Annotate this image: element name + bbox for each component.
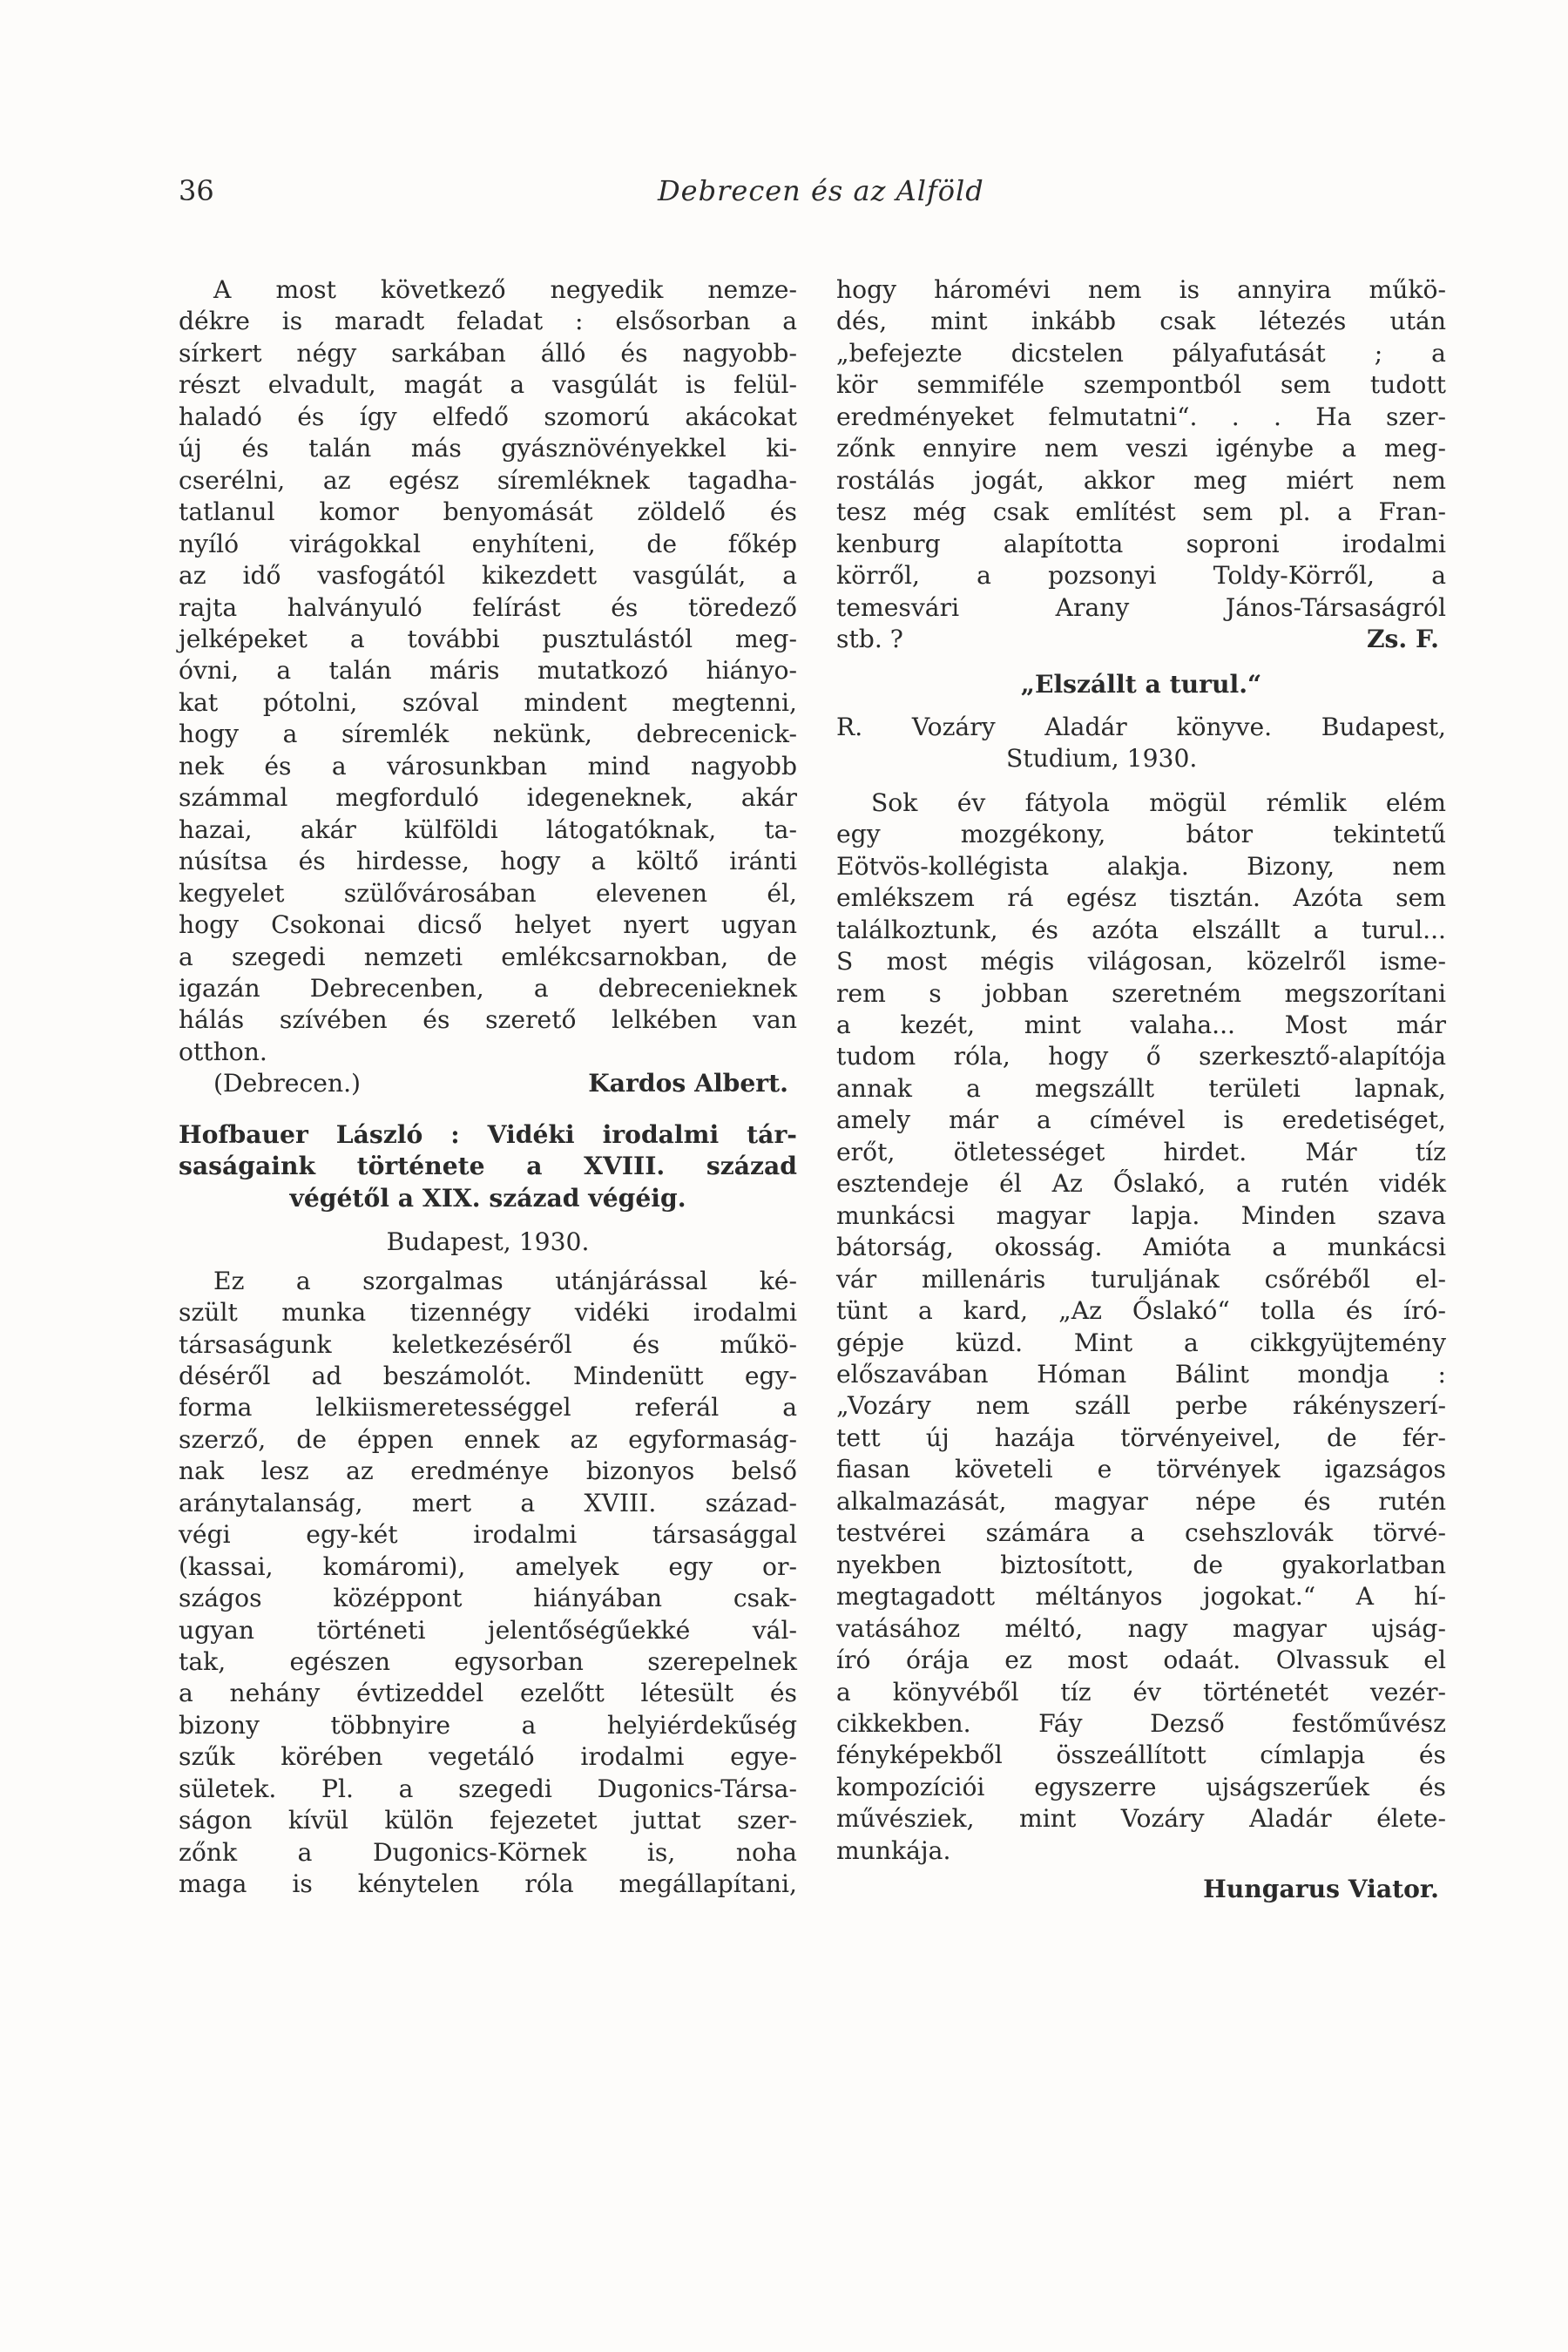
running-title: Debrecen és az Alföld (658, 174, 984, 207)
text-line: tak, egészen egysorban szerepelnek (179, 1647, 797, 1677)
text-line: tesz még csak említést sem pl. a Fran- (836, 497, 1446, 527)
text-line: fényképekből összeállított címlapja és (836, 1740, 1446, 1770)
text-line: új és talán más gyásznövényekkel ki- (179, 434, 797, 463)
left-column (179, 274, 797, 1901)
page-header (179, 174, 1394, 218)
text-line: A most következő negyedik nemze- (213, 275, 797, 304)
text-line: Ez a szorgalmas utánjárással ké- (213, 1266, 797, 1295)
review-body (179, 1266, 797, 1901)
text-line: találkoztunk, és azóta elszállt a turul... (836, 915, 1446, 944)
text-line: sületek. Pl. a szegedi Dugonics-Társa- (179, 1774, 797, 1803)
text-line: cikkekben. Fáy Dezső festőművész (836, 1708, 1446, 1738)
text-line: stb. ? (836, 624, 903, 653)
book-review-body (836, 787, 1446, 1867)
text-line: núsítsa és hirdesse, hogy a költő iránti (179, 847, 797, 876)
text-line: szűk körében vegetáló irodalmi egye- (179, 1742, 797, 1772)
text-line: tett új hazája törvényeivel, de fér- (836, 1423, 1446, 1452)
text-line: író órája ez most odaát. Olvassuk el (836, 1646, 1446, 1675)
text-line: hálás szívében és szerető lelkében van (179, 1005, 797, 1035)
text-line: rem s jobban szeretném megszorítani (836, 978, 1446, 1008)
text-line: az idő vasfogától kikezdett vasgúlát, a (179, 561, 797, 591)
text-line: hogy a síremlék nekünk, debrecenick- (179, 720, 797, 749)
text-line: ugyan történeti jelentőségűekké vál- (179, 1615, 797, 1645)
text-line: (kassai, komáromi), amelyek egy or- (179, 1551, 797, 1581)
text-line: haladó és így elfedő szomorú akácokat (179, 402, 797, 431)
review-heading (179, 1119, 797, 1214)
text-line: nek és a városunkban mind nagyobb (179, 751, 797, 781)
text-line: munkája. (836, 1835, 951, 1865)
text-line: rajta halványuló felírást és töredező (179, 592, 797, 622)
text-line: temesvári Arany János-Társaságról (836, 592, 1446, 622)
text-line: Sok év fátyola mögül rémlik elém (871, 787, 1446, 817)
text-line: óvni, a talán máris mutatkozó hiányo- (179, 656, 797, 686)
text-line: „befejezte dicstelen pályafutását ; a (836, 338, 1446, 368)
text-line: kat pótolni, szóval mindent megtenni, (179, 687, 797, 717)
text-line: vár millenáris turuljának csőréből el- (836, 1264, 1446, 1294)
text-line: társaságunk keletkezéséről és műkö- (179, 1329, 797, 1359)
text-line: ságon kívül külön fejezetet juttat szer- (179, 1806, 797, 1835)
text-line: S most mégis világosan, közelről isme- (836, 947, 1446, 977)
right-column (836, 274, 1446, 1906)
review-publication: Budapest, 1930. (386, 1227, 590, 1257)
heading-line: saságaink története a XVIII. század (179, 1152, 797, 1181)
text-line: számmal megforduló idegeneknek, akár (179, 783, 797, 813)
text-line: kompozíciói egyszerre ujságszerűek és (836, 1772, 1446, 1801)
text-line: végi egy-két irodalmi társasággal (179, 1520, 797, 1550)
text-line: gépje küzd. Mint a cikkgyüjtemény (836, 1328, 1446, 1357)
text-line: szült munka tizennégy vidéki irodalmi (179, 1298, 797, 1328)
text-line: egy mozgékony, bátor tekintetű (836, 820, 1446, 849)
text-line: forma lelkiismeretességgel referál a (179, 1393, 797, 1423)
text-line: körről, a pozsonyi Toldy-Körről, a (836, 561, 1446, 591)
text-line: annak a megszállt területi lapnak, (836, 1073, 1446, 1103)
article-author: Kardos Albert. (588, 1069, 788, 1098)
text-line: munkácsi magyar lapja. Minden szava (836, 1200, 1446, 1230)
page-number: 36 (179, 174, 214, 207)
text-line: amely már a címével is eredetiséget, (836, 1105, 1446, 1135)
text-line: otthon. (179, 1037, 267, 1066)
book-title: „Elszállt a turul.“ (1020, 670, 1262, 700)
text-line: a kezét, mint valaha... Most már (836, 1010, 1446, 1039)
text-line: maga is kénytelen róla megállapítani, (179, 1869, 797, 1899)
text-line: Eötvös-kollégista alakja. Bizony, nem (836, 851, 1446, 881)
text-line: a szegedi nemzeti emlékcsarnokban, de (179, 942, 797, 971)
text-line: eredményeket felmutatni“. . . Ha szer- (836, 402, 1446, 431)
text-line: nak lesz az eredménye bizonyos belső (179, 1456, 797, 1486)
text-line: jelképeket a további pusztulástól meg- (179, 624, 797, 653)
text-line: bizony többnyire a helyiérdekűség (179, 1710, 797, 1740)
review-continuation (836, 274, 1446, 655)
text-line: kör semmiféle szempontból sem tudott (836, 370, 1446, 400)
article-signature (179, 1068, 797, 1099)
text-line: dés, mint inkább csak létezés után (836, 307, 1446, 336)
text-line: szerző, de éppen ennek az egyformaság- (179, 1424, 797, 1454)
text-line: testvérei számára a csehszlovák törvé- (836, 1518, 1446, 1548)
text-line: vatásához méltó, nagy magyar ujság- (836, 1613, 1446, 1643)
text-line: esztendeje él Az Őslakó, a rutén vidék (836, 1169, 1446, 1199)
review-author: Zs. F. (1366, 625, 1439, 653)
book-publication: Studium, 1930. (1006, 744, 1198, 774)
text-line: szágos középpont hiányában csak- (179, 1584, 797, 1613)
text-line: hazai, akár külföldi látogatóknak, ta- (179, 814, 797, 844)
text-line: megtagadott méltányos jogokat.“ A hí- (836, 1582, 1446, 1612)
text-line: hogy háromévi nem is annyira műkö- (836, 275, 1446, 304)
text-line: nyíló virágokkal enyhíteni, de főkép (179, 529, 797, 558)
text-line: részt elvadult, magát a vasgúlát is felül- (179, 370, 797, 400)
text-line: zőnk ennyire nem veszi igénybe a meg- (836, 434, 1446, 463)
heading-line: végétől a XIX. század végéig. (289, 1183, 686, 1213)
book-review-author: Hungarus Viator. (1203, 1875, 1439, 1904)
text-line: déséről ad beszámolót. Mindenütt egy- (179, 1361, 797, 1390)
text-line: nyekben biztosított, de gyakorlatban (836, 1550, 1446, 1579)
text-line: tünt a kard, „Az Őslakó“ tolla és író- (836, 1296, 1446, 1326)
book-review-signature (836, 1874, 1446, 1905)
text-line: hogy Csokonai dicső helyet nyert ugyan (179, 910, 797, 940)
text-line: tatlanul komor benyomását zöldelő és (179, 497, 797, 527)
review-signature (836, 624, 1446, 655)
text-line: cserélni, az egész síremléknek tagadha- (179, 465, 797, 495)
text-line: előszavában Hóman Bálint mondja : (836, 1359, 1446, 1389)
article-ending (179, 274, 797, 1068)
text-line: zőnk a Dugonics-Körnek is, noha (179, 1837, 797, 1867)
text-line: a nehány évtizeddel ezelőtt létesült és (179, 1679, 797, 1708)
text-line: a könyvéből tíz év történetét vezér- (836, 1677, 1446, 1707)
text-line: kenburg alapította soproni irodalmi (836, 529, 1446, 558)
text-line: emlékszem rá egész tisztán. Azóta sem (836, 883, 1446, 913)
text-line: kegyelet szülővárosában elevenen él, (179, 878, 797, 908)
text-line: művésziek, mint Vozáry Aladár élete- (836, 1804, 1446, 1834)
text-line: „Vozáry nem száll perbe rákényszerí- (836, 1391, 1446, 1421)
text-line: alkalmazását, magyar népe és rutén (836, 1486, 1446, 1516)
text-line: aránytalanság, mert a XVIII. század- (179, 1488, 797, 1517)
text-line: fiasan követeli e törvények igazságos (836, 1455, 1446, 1484)
text-line: erőt, ötletességet hirdet. Már tíz (836, 1137, 1446, 1166)
text-line: rostálás jogát, akkor meg miért nem (836, 465, 1446, 495)
heading-line: Hofbauer László : Vidéki irodalmi tár- (179, 1119, 797, 1149)
text-line: sírkert négy sarkában álló és nagyobb- (179, 338, 797, 368)
article-place: (Debrecen.) (213, 1069, 362, 1098)
book-author-line: R. Vozáry Aladár könyve. Budapest, (836, 712, 1446, 741)
text-line: bátorság, okosság. Amióta a munkácsi (836, 1233, 1446, 1262)
text-line: igazán Debrecenben, a debrecenieknek (179, 973, 797, 1003)
text-line: tudom róla, hogy ő szerkesztő-alapítója (836, 1042, 1446, 1071)
text-line: dékre is maradt feladat : elsősorban a (179, 307, 797, 336)
